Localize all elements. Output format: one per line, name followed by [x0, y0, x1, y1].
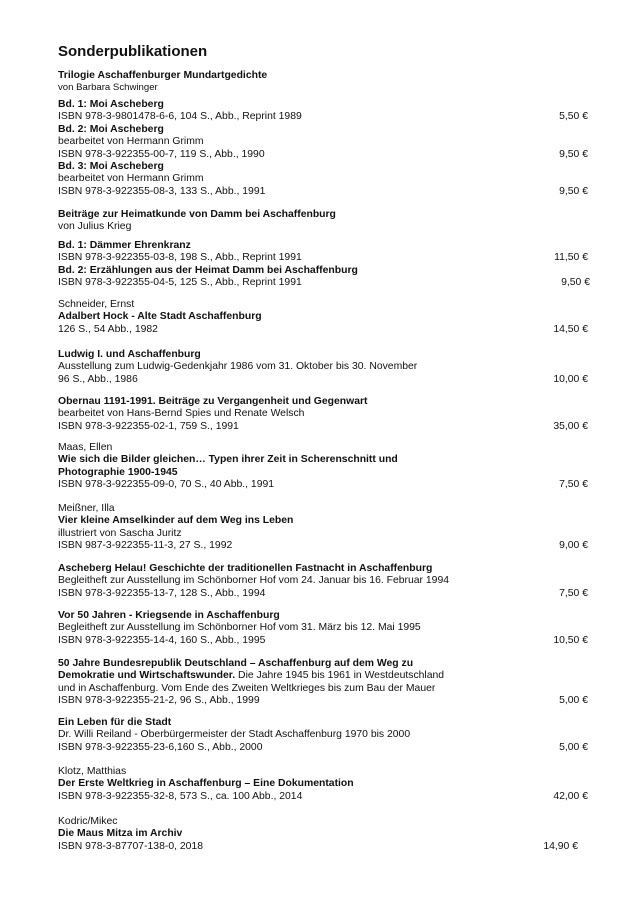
line-text: Begleitheft zur Ausstellung im Schönborner Hof vom 31. März bis 12. Mai 1995 — [58, 622, 421, 634]
line-text: Bd. 2: Erzählungen aus der Heimat Damm bei Aschaffenburg — [58, 264, 358, 276]
publication-entry — [58, 349, 588, 386]
line-text: ISBN 978-3-9801478-6-6, 104 S., Abb., Reprint 1989 — [58, 111, 302, 123]
price: 9,50 € — [561, 277, 590, 289]
line-text: Schneider, Ernst — [58, 299, 135, 310]
publication-title — [58, 515, 588, 527]
line-text: bearbeitet von Hermann Grimm — [58, 136, 204, 148]
line-text: Trilogie Aschaffenburger Mundartgedichte — [58, 70, 268, 81]
page-title: Sonderpublikationen — [58, 43, 208, 60]
line-text: ISBN 978-3-922355-13-7, 128 S., Abb., 1994 — [58, 587, 266, 599]
publication-detail — [58, 622, 588, 634]
publication-detail — [58, 442, 588, 454]
line-text: Bd. 1: Moi Ascheberg — [58, 99, 164, 110]
publication-entry — [58, 299, 588, 336]
publication-title — [58, 70, 588, 82]
publication-title — [58, 563, 588, 575]
publication-title — [58, 209, 588, 221]
price: 5,00 € — [559, 695, 588, 707]
line-text: ISBN 978-3-922355-21-2, 96 S., Abb., 1999 — [58, 695, 260, 707]
publication-detail — [58, 299, 588, 311]
publication-detail — [58, 766, 588, 778]
publication-entry — [58, 442, 588, 492]
price: 10,00 € — [553, 373, 588, 385]
publication-entry — [58, 563, 588, 600]
line-text: bearbeitet von Hermann Grimm — [58, 173, 204, 185]
line-text: Begleitheft zur Ausstellung im Schönborner Hof vom 24. Januar bis 16. Februar 1994 — [58, 575, 450, 587]
price: 14,90 € — [543, 840, 578, 852]
publication-title — [58, 349, 588, 361]
line-text: 96 S., Abb., 1986 — [58, 373, 138, 385]
line-text: Bd. 3: Moi Ascheberg — [58, 160, 164, 172]
price: 35,00 € — [553, 420, 588, 432]
price: 7,50 € — [559, 479, 588, 491]
publication-detail — [58, 221, 588, 233]
publication-title — [58, 828, 588, 840]
publication-entry — [58, 766, 588, 803]
isbn-line — [58, 277, 588, 289]
line-text: Ludwig I. und Aschaffenburg — [58, 349, 201, 360]
price: 5,50 € — [559, 111, 588, 123]
price: 9,00 € — [559, 540, 588, 552]
line-text: Vier kleine Amselkinder auf dem Weg ins Leben — [58, 515, 294, 527]
line-text: ISBN 978-3-922355-04-5, 125 S., Abb., Reprint 1991 — [58, 277, 302, 289]
isbn-line — [58, 635, 588, 647]
publication-entry — [58, 240, 588, 290]
publication-detail — [58, 528, 588, 540]
publication-title — [58, 454, 588, 466]
line-text: Vor 50 Jahren - Kriegsende in Aschaffenburg — [58, 610, 280, 621]
publication-entry — [58, 70, 588, 95]
isbn-line — [58, 186, 588, 198]
publication-title — [58, 396, 588, 408]
line-text: Demokratie und Wirtschaftswunder. — [58, 670, 236, 682]
publication-entry — [58, 658, 588, 708]
price: 9,50 € — [559, 185, 588, 197]
publication-entry — [58, 503, 588, 553]
line-text-continuation: Die Jahre 1945 bis 1961 in Westdeutschland — [235, 670, 445, 682]
publication-detail — [58, 816, 588, 828]
line-text: Der Erste Weltkrieg in Aschaffenburg – Eine Dokumentation — [58, 778, 354, 790]
line-text: ISBN 978-3-922355-00-7, 119 S., Abb., 1990 — [58, 148, 265, 160]
publication-entry — [58, 209, 588, 234]
isbn-line — [58, 421, 588, 433]
line-text: bearbeitet von Hans-Bernd Spies und Renate Welsch — [58, 408, 305, 420]
publication-title — [58, 610, 588, 622]
publication-detail — [58, 361, 588, 373]
publication-title — [58, 717, 588, 729]
isbn-line — [58, 791, 588, 803]
line-text: Dr. Willi Reiland - Oberbürgermeister der Stadt Aschaffenburg 1970 bis 2000 — [58, 729, 411, 741]
publication-entry — [58, 816, 588, 853]
price: 42,00 € — [553, 790, 588, 802]
line-text: Photographie 1900-1945 — [58, 466, 178, 478]
publication-detail — [58, 729, 588, 741]
publication-entry — [58, 99, 588, 198]
isbn-line — [58, 479, 588, 491]
price: 10,50 € — [553, 634, 588, 646]
publication-title — [58, 265, 588, 277]
line-text: Kodric/Mikec — [58, 816, 118, 827]
isbn-line — [58, 588, 588, 600]
publication-entry — [58, 717, 588, 754]
price: 14,50 € — [553, 323, 588, 335]
line-text: Die Maus Mitza im Archiv — [58, 828, 183, 840]
publication-title — [58, 658, 588, 670]
line-text: ISBN 978-3-922355-02-1, 759 S., 1991 — [58, 420, 239, 432]
line-text: Maas, Ellen — [58, 442, 113, 453]
isbn-line — [58, 374, 588, 386]
isbn-line — [58, 540, 588, 552]
line-text: ISBN 978-3-87707-138-0, 2018 — [58, 840, 203, 852]
publication-title — [58, 778, 588, 790]
isbn-line — [58, 841, 588, 853]
publication-detail — [58, 82, 588, 94]
line-text: ISBN 978-3-922355-03-8, 198 S., Abb., Reprint 1991 — [58, 252, 302, 264]
line-text: ISBN 987-3-922355-11-3, 27 S., 1992 — [58, 540, 233, 552]
publication-detail — [58, 136, 588, 148]
price: 9,50 € — [559, 148, 588, 160]
line-text: ISBN 978-3-922355-14-4, 160 S., Abb., 1995 — [58, 634, 266, 646]
price: 7,50 € — [559, 587, 588, 599]
line-text: Klotz, Matthias — [58, 766, 127, 777]
publication-title — [58, 467, 588, 479]
line-text: 50 Jahre Bundesrepublik Deutschland – Aschaffenburg auf dem Weg zu — [58, 658, 414, 669]
publication-title — [58, 311, 588, 323]
isbn-line — [58, 111, 588, 123]
publication-title — [58, 670, 588, 682]
line-text: von Julius Krieg — [58, 221, 132, 233]
isbn-line — [58, 252, 588, 264]
line-text: Ein Leben für die Stadt — [58, 717, 172, 728]
line-text: ISBN 978-3-922355-09-0, 70 S., 40 Abb., 1991 — [58, 479, 275, 491]
line-text: ISBN 978-3-922355-32-8, 573 S., ca. 100 Abb., 2014 — [58, 790, 303, 802]
publication-title — [58, 124, 588, 136]
line-text: Meißner, Illa — [58, 503, 115, 514]
isbn-line — [58, 695, 588, 707]
publication-entry — [58, 396, 588, 433]
publication-entry — [58, 610, 588, 647]
line-text: von Barbara Schwinger — [58, 82, 158, 94]
publication-detail — [58, 503, 588, 515]
line-text: Adalbert Hock - Alte Stadt Aschaffenburg — [58, 311, 262, 323]
line-text: ISBN 978-3-922355-08-3, 133 S., Abb., 1991 — [58, 185, 266, 197]
line-text: und in Aschaffenburg. Vom Ende des Zweiten Weltkrieges bis zum Bau der Mauer — [58, 682, 436, 694]
line-text: Beiträge zur Heimatkunde von Damm bei Aschaffenburg — [58, 209, 336, 220]
isbn-line — [58, 324, 588, 336]
price: 5,00 € — [559, 741, 588, 753]
line-text: Ascheberg Helau! Geschichte der traditionellen Fastnacht in Aschaffenburg — [58, 563, 433, 574]
publication-title — [58, 99, 588, 111]
publication-detail — [58, 408, 588, 420]
line-text: Wie sich die Bilder gleichen… Typen ihrer Zeit in Scherenschnitt und — [58, 454, 398, 466]
publication-detail — [58, 683, 588, 695]
line-text: Ausstellung zum Ludwig-Gedenkjahr 1986 vom 31. Oktober bis 30. November — [58, 361, 418, 373]
line-text: Bd. 1: Dämmer Ehrenkranz — [58, 240, 191, 251]
publication-title — [58, 161, 588, 173]
publication-title — [58, 240, 588, 252]
line-text: Bd. 2: Moi Ascheberg — [58, 123, 164, 135]
line-text: illustriert von Sascha Juritz — [58, 527, 182, 539]
isbn-line — [58, 742, 588, 754]
price: 11,50 € — [554, 252, 588, 264]
publication-detail — [58, 173, 588, 185]
isbn-line — [58, 149, 588, 161]
publication-detail — [58, 575, 588, 587]
line-text: 126 S., 54 Abb., 1982 — [58, 323, 158, 335]
line-text: Obernau 1191-1991. Beiträge zu Vergangenheit und Gegenwart — [58, 396, 368, 407]
line-text: ISBN 978-3-922355-23-6,160 S., Abb., 2000 — [58, 741, 263, 753]
